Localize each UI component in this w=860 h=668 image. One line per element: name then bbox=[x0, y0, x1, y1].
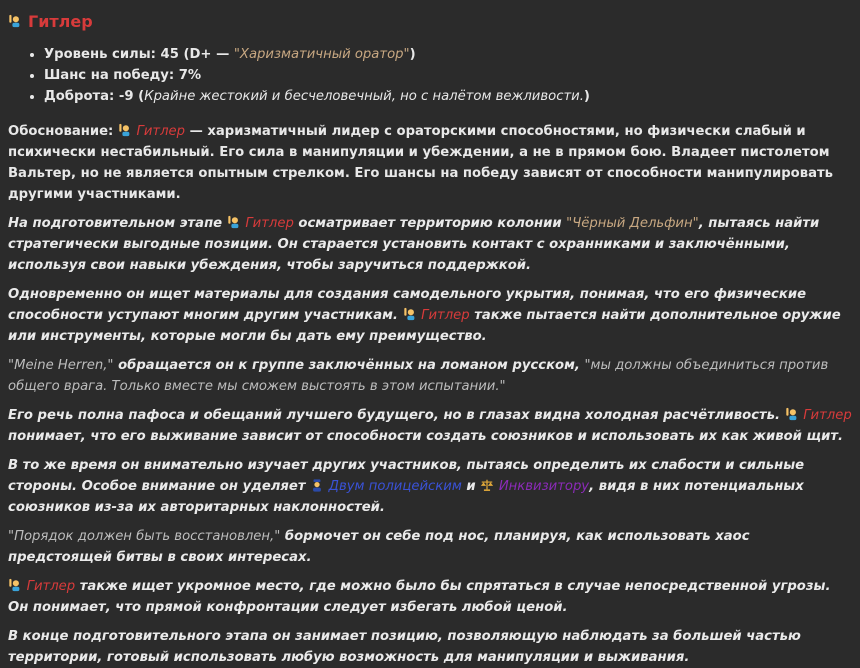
person-raising-hand-icon bbox=[8, 14, 22, 28]
page-title bbox=[8, 8, 854, 34]
scales-icon bbox=[480, 478, 494, 492]
title-text: Гитлер bbox=[28, 11, 93, 31]
police-officer-icon bbox=[310, 478, 324, 492]
story-paragraph: Его речь полна пафоса и обещаний лучшего будущего, но в глазах видна холодная расчётливость. Гитлер понимает, что его выживание зависит от способности создать союзников и использовать их как живой щит. bbox=[8, 408, 852, 444]
story-paragraph: Одновременно он ищет материалы для создания самодельного укрытия, понимая, что его физические способности уступают многим другим участникам. Гитлер также пытается найти дополнительное оружие или инструменты, которые могли бы дать ему преимущество. bbox=[8, 287, 841, 344]
story-paragraph: В то же время он внимательно изучает других участников, пытаясь определить их слабости и сильные стороны. Особое внимание он уделяет Двум полицейским и Инквизитору, видя в них потенциальных союзников из-за их авторитарных наклонностей. bbox=[8, 458, 805, 515]
story-paragraph: Гитлер также ищет укромное место, где можно было бы спрятаться в случае непосредственной угрозы. Он понимает, что прямой конфронтации следует избегать любой ценой. bbox=[8, 579, 831, 615]
list-item: • Уровень силы: 45 (D+ — "Харизматичный оратор") bbox=[44, 44, 854, 65]
person-raising-hand-icon bbox=[118, 123, 132, 137]
story-paragraph: На подготовительном этапе Гитлер осматривает территорию колонии "Чёрный Дельфин", пытаясь найти стратегически выгодные позиции. Он старается установить контакт с охранниками и заключёнными, используя свои навыки убеждения, чтобы заручиться поддержкой. bbox=[8, 216, 820, 273]
list-item: • Доброта: -9 (Крайне жестокий и бесчеловечный, но с налётом вежливости.) bbox=[44, 86, 854, 107]
person-raising-hand-icon bbox=[785, 407, 799, 421]
person-raising-hand-icon bbox=[8, 578, 22, 592]
story-paragraph: "Порядок должен быть восстановлен," бормочет он себе под нос, планируя, как использовать хаос предстоящей битвы в своих интересах. bbox=[8, 529, 750, 565]
person-raising-hand-icon bbox=[227, 215, 241, 229]
story-paragraph: В конце подготовительного этапа он занимает позицию, позволяющую наблюдать за большей частью территории, готовый использовать любую возможность для манипуляции и выживания. bbox=[8, 629, 801, 665]
rationale-paragraph: Обоснование: Гитлер — харизматичный лидер с ораторскими способностями, но физически слабый и психически нестабильный. Его сила в манипуляции и убеждении, а не в прямом бою. Владеет пистолетом Вальтер, но не является опытным стрелком. Его шансы на победу зависят от способности манипулировать другими участниками. bbox=[8, 124, 833, 202]
person-raising-hand-icon bbox=[403, 307, 417, 321]
story-paragraph: "Meine Herren," обращается он к группе заключённых на ломаном русском, "мы должны объединиться против общего врага. Только вместе мы сможем выстоять в этом испытании." bbox=[8, 358, 829, 394]
stats-list bbox=[8, 44, 854, 107]
list-item: • Шанс на победу: 7% bbox=[44, 65, 854, 86]
